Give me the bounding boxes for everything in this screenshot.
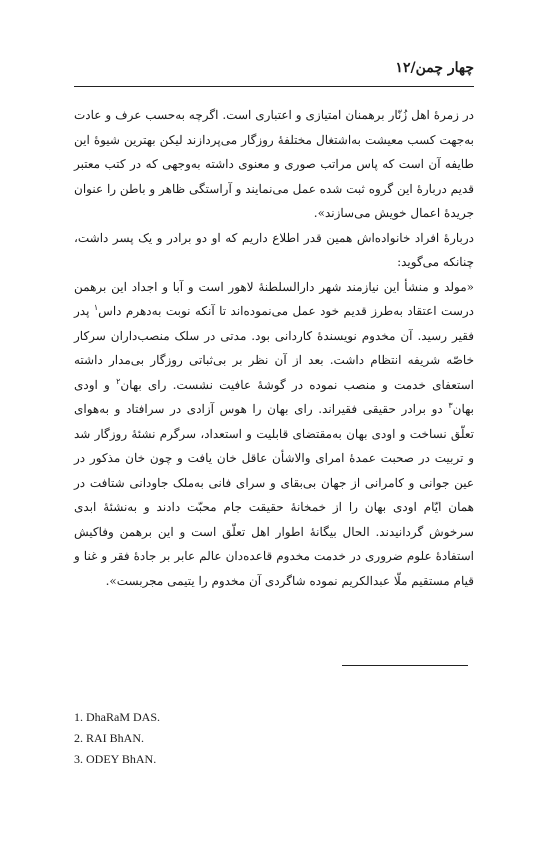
footnote-rule [342,665,468,666]
quote-text-2: پدر فقیر رسید. آن مخدوم نویسندهٔ کاردانی بود. مدتی در سلک منصب‌داران سرکار خاصّه شریفه انتظام داشت. بعد از آن نظر بر بی‌ثباتی روزگار بی‌مدار داشته استعفای خدمت و منصب نموده در گوشهٔ عافیت نشست. رای بهان [74,304,474,392]
header-rule [74,86,474,87]
quote-text-3: و اودی بهان [74,377,474,416]
footnote-1 [74,707,160,728]
footnote-text: DhaRaM DAS. [86,710,160,724]
footnote-3 [74,749,160,770]
running-head: چهار چمن/۱۲ [395,60,474,76]
paragraph-1: در زمرهٔ اهل زُنّار برهمنان امتیازی و اعتباری است. اگرچه به‌حسب عرف و عادت به‌جهت کسب معیشت به‌اشتغال مختلفهٔ روزگار می‌پردازند لیکن بهترین شیوهٔ این طایفه آن است که پاس مراتب صوری و معنوی داشته به‌وجهی که در کتب معتبر قدیم دربارهٔ این گروه ثبت شده عمل می‌نمایند و آراستگی ظاهر و باطن را عنوان جریدهٔ اعمال خویش می‌سازند». [74,108,474,220]
footnote-number: 1. [74,710,83,724]
quote-text-4: دو برادر حقیقی فقیراند. رای بهان را هوس آزادی در سرافتاد و به‌هوای تعلّق نساخت و اودی بهان به‌مقتضای قابلیت و استعداد، سرگرم نشئهٔ روزگار شد و تربیت در صحبت عمدهٔ امرای والاشأن عاقل خان یافت و چون خان مذکور در عین جوانی و کامرانی از جهان بی‌بقای و سرای فانی به‌ملک جاودانی شتافت در همان ایّام اودی بهان را از خمخانهٔ حقیقت جام محبّت دادند و به‌نشئهٔ ابدی سرخوش گردانیدند. الحال بیگانهٔ اطوار اهل تعلّق است و این برهمن وفاکیش استفادهٔ علوم ضروری در خدمت مخدوم قاعده‌دان عالم عابر بر جادهٔ فقر و غنا و قیام مستقیم ملّا عبدالکریم نموده شاگردی آن مخدوم را یتیمی مجربست». [74,402,474,588]
footnote-number: 3. [74,752,83,766]
quotation-paragraph [74,275,474,594]
footnote-ref-3: ۳ [448,401,453,410]
footnote-text: RAI BhAN. [86,731,145,745]
footnote-number: 2. [74,731,83,745]
footnote-ref-1: ۱ [93,303,99,312]
footnotes [74,707,160,770]
footnote-2 [74,728,160,749]
body-text [74,103,474,593]
quote-text-1: «مولد و منشأ این نیازمند شهر دارالسلطنهٔ لاهور است و آبا و اجداد این برهمن درست اعتقاد به‌طرز قدیم خود عمل می‌نموده‌اند تا آنکه نوبت به‌دهرم داس [74,279,475,318]
footnote-text: ODEY BhAN. [86,752,157,766]
paragraph-2: دربارهٔ افراد خانواده‌اش همین قدر اطلاع داریم که او دو برادر و یک پسر داشت، چنانکه می‌گوید: [74,230,474,269]
footnote-ref-2: ۲ [116,376,121,386]
